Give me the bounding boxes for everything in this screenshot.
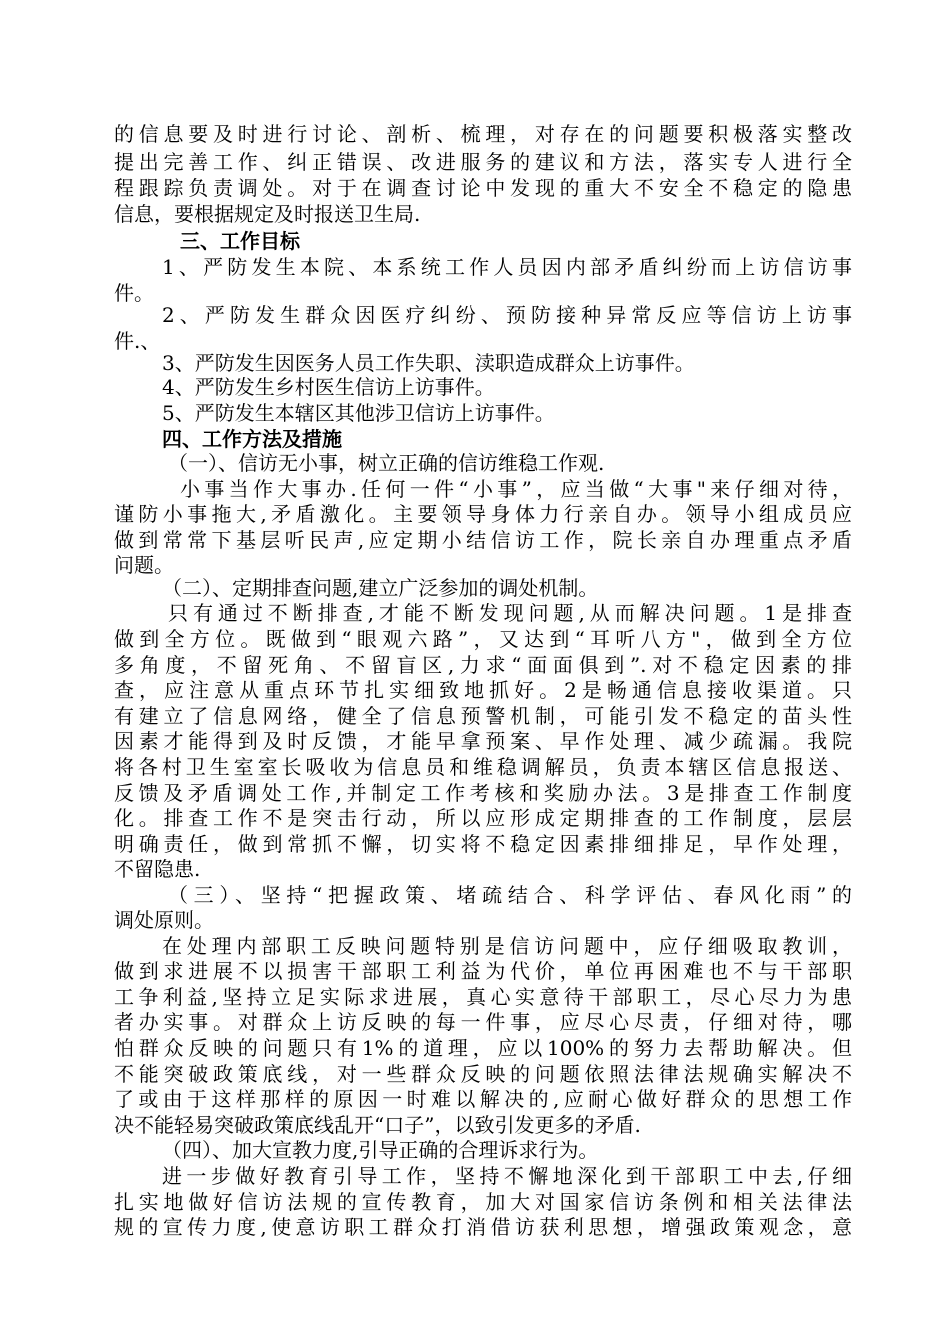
text-line: 了或由于这样那样的原因一时难以解决的,应耐心做好群众的思想工作 (114, 1087, 852, 1111)
text-line: 的信息要及时进行讨论、剖析、梳理，对存在的问题要积极落实整改 (114, 122, 852, 146)
text-line: 信息，要根据规定及时报送卫生局. (114, 202, 421, 226)
text-line: 在处理内部职工反映问题特别是信访问题中，应仔细吸取教训， (162, 934, 852, 958)
text-line: 有建立了信息网络，健全了信息预警机制，可能引发不稳定的苗头性 (114, 704, 852, 728)
text-line: （四）、加大宣教力度,引导正确的合理诉求行为。 (162, 1138, 599, 1162)
text-line: 件.、 (114, 329, 161, 353)
text-line: 提出完善工作、纠正错误、改进服务的建议和方法，落实专人进行全 (114, 150, 852, 174)
text-line: 谨防小事拖大,矛盾激化。主要领导身体力行亲自办。领导小组成员应 (114, 502, 852, 526)
text-line: 程跟踪负责调处。对于在调查讨论中发现的重大不安全不稳定的隐患 (114, 176, 852, 200)
text-line: 规的宣传力度,使意访职工群众打消借访获利思想，增强政策观念，意 (114, 1215, 852, 1239)
text-line: （一）、信访无小事，树立正确的信访维稳工作观. (168, 451, 605, 475)
text-line: 查，应注意从重点环节扎实细致地抓好。2是畅通信息接收渠道。只 (114, 678, 852, 702)
text-line: 做到全方位。既做到“眼观六路”，又达到“耳听八方"，做到全方位 (114, 627, 852, 651)
text-line: 调处原则。 (114, 908, 214, 932)
text-line: 决不能轻易突破政策底线乱开“口子”，以致引发更多的矛盾. (114, 1113, 641, 1137)
text-line: 工争利益,坚持立足实际求进展，真心实意待干部职工，尽心尽力为患 (114, 985, 852, 1009)
text-line: 5、严防发生本辖区其他涉卫信访上访事件。 (162, 401, 555, 425)
text-line: 小事当作大事办.任何一件“小事”，应当做“大事"来仔细对待， (180, 477, 852, 501)
text-line: 2、严防发生群众因医疗纠纷、预防接种异常反应等信访上访事 (162, 303, 852, 327)
text-line: 问题。 (114, 553, 174, 577)
text-line: 因素才能得到及时反馈，才能早拿预案、早作处理、减少疏漏。我院 (114, 729, 852, 753)
text-line: 进一步做好教育引导工作，坚持不懈地深化到干部职工中去,仔细 (162, 1164, 852, 1188)
text-line: 1、严防发生本院、本系统工作人员因内部矛盾纠纷而上访信访事 (162, 255, 852, 279)
text-line: 4、严防发生乡村医生信访上访事件。 (162, 375, 495, 399)
text-line: 多角度，不留死角、不留盲区,力求“面面俱到”.对不稳定因素的排 (114, 653, 852, 677)
section-heading: 三、工作目标 (180, 229, 300, 253)
section-heading: 四、工作方法及措施 (162, 427, 342, 451)
text-line: 件。 (114, 281, 154, 305)
text-line: 不能突破政策底线，对一些群众反映的问题依照法律法规确实解决不 (114, 1062, 852, 1086)
text-line: 者办实事。对群众上访反映的每一件事，应尽心尽责，仔细对待，哪 (114, 1010, 852, 1034)
text-line: （三）、坚持“把握政策、堵疏结合、科学评估、春风化雨”的 (168, 883, 852, 907)
text-line: 化。排查工作不是突击行动，所以应形成定期排查的工作制度，层层 (114, 806, 852, 830)
text-line: 怕群众反映的问题只有1%的道理，应以100%的努力去帮助解决。但 (114, 1036, 852, 1060)
text-line: 反馈及矛盾调处工作,并制定工作考核和奖励办法。3是排查工作制度 (114, 781, 852, 805)
text-line: 做到求进展不以损害干部职工利益为代价，单位再困难也不与干部职 (114, 959, 852, 983)
text-line: 做到常常下基层听民声,应定期小结信访工作，院长亲自办理重点矛盾 (114, 528, 852, 552)
text-line: 只有通过不断排查,才能不断发现问题,从而解决问题。1是排查 (168, 601, 852, 625)
text-line: 3、严防发生因医务人员工作失职、渎职造成群众上访事件。 (162, 351, 695, 375)
text-line: （二）、定期排查问题,建立广泛参加的调处机制。 (162, 576, 599, 600)
text-line: 不留隐患. (114, 857, 201, 881)
text-line: 将各村卫生室室长吸收为信息员和维稳调解员，负责本辖区信息报送、 (114, 755, 852, 779)
text-line: 扎实地做好信访法规的宣传教育，加大对国家信访条例和相关法律法 (114, 1190, 852, 1214)
text-line: 明确责任，做到常抓不懈，切实将不稳定因素排细排足，早作处理， (114, 832, 852, 856)
